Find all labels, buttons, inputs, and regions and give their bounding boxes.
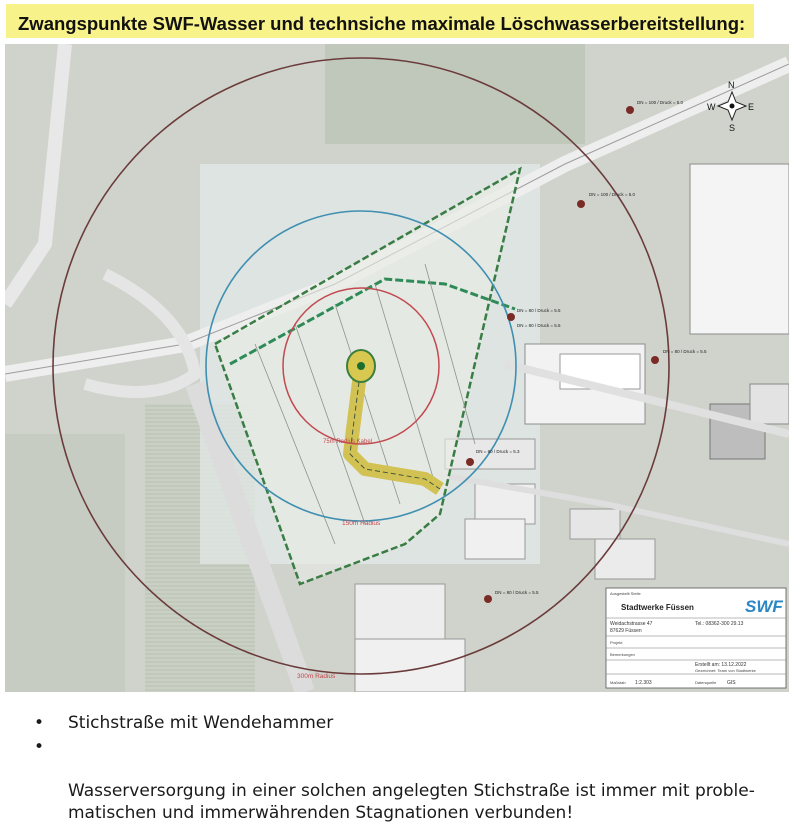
title-block-header: Ausgestellt Stelle <box>610 591 641 596</box>
bullet-item <box>34 736 784 824</box>
bullet-text: Stichstraße mit Wendehammer <box>68 713 334 733</box>
pipe-label: DN = 80 / Druck = 5.3 <box>476 449 520 454</box>
radius-label-150m: 150m Radius <box>342 520 381 527</box>
page-title: Zwangspunkte SWF-Wasser und technsiche maximale Löschwasserbereitstellung: <box>18 13 746 34</box>
field-area-west <box>5 434 125 692</box>
bullet-item <box>34 712 784 734</box>
building <box>570 509 620 539</box>
title-block-remarks-label: Bemerkungen <box>610 652 635 657</box>
warehouse-building <box>690 164 789 334</box>
building <box>355 639 465 692</box>
green-field <box>325 44 585 144</box>
turning-hammer-center <box>357 362 365 370</box>
hydrant-marker <box>484 595 492 603</box>
compass-s: S <box>729 123 736 133</box>
title-block-scale-label: Maßstab <box>610 680 626 685</box>
radius-label-300m: 300m Radius <box>297 673 336 680</box>
bullet-text: Wasserversorgung in einer solchen angelegten Stichstraße ist immer mit proble- matischen und immerwährenden Stagnationen verbunden! <box>68 781 755 823</box>
building <box>445 439 535 469</box>
compass-e: E <box>748 102 755 112</box>
hydrant-marker <box>651 356 659 364</box>
bullet-marker: • <box>34 737 45 757</box>
building <box>595 539 655 579</box>
hydrant-marker <box>626 106 634 114</box>
title-highlight <box>6 4 754 38</box>
title-block-created: Erstellt am: 13.12.2022 <box>695 662 747 668</box>
pipe-label: DN = 80 / Druck = 5.5 <box>663 349 707 354</box>
building <box>355 584 445 639</box>
compass-n: N <box>728 80 735 90</box>
title-block-scale: 1:2.303 <box>635 680 652 686</box>
title-block-project-label: Projekt <box>610 640 623 645</box>
title-block-address-2: 87629 Füssen <box>610 628 642 634</box>
bullet-list <box>34 712 784 826</box>
title-block <box>606 588 786 688</box>
hydrant-marker <box>577 200 585 208</box>
title-block-address-1: Weidachstrasse 47 <box>610 621 653 627</box>
building <box>465 519 525 559</box>
pipe-label: DN = 100 / Druck = 5.0 <box>589 192 636 197</box>
pipe-label: DN = 80 / Druck = 5.6 <box>517 323 561 328</box>
hydrant-marker <box>507 313 515 321</box>
site-map <box>5 44 789 692</box>
pipe-label: DN = 100 / Druck = 5.0 <box>637 100 684 105</box>
title-block-source-label: Datenquelle <box>695 680 717 685</box>
radius-label-75m: 75m Radius Kabel <box>323 439 373 445</box>
bullet-marker: • <box>34 713 45 733</box>
title-block-source: GIS <box>727 680 736 686</box>
compass-w: W <box>707 102 716 112</box>
building <box>750 384 789 424</box>
hydrant-marker <box>466 458 474 466</box>
title-block-company: Stadtwerke Füssen <box>621 603 694 612</box>
title-block-drawn: Gezeichnet: Team von Stadtwerke <box>695 668 756 673</box>
swf-logo: SWF <box>745 597 783 616</box>
pipe-label: DN = 80 / Druck = 5.5 <box>517 308 561 313</box>
pipe-label: DN = 80 / Druck = 5.5 <box>495 590 539 595</box>
title-block-phone: Tel.: 08362-300 29.13 <box>695 621 744 627</box>
